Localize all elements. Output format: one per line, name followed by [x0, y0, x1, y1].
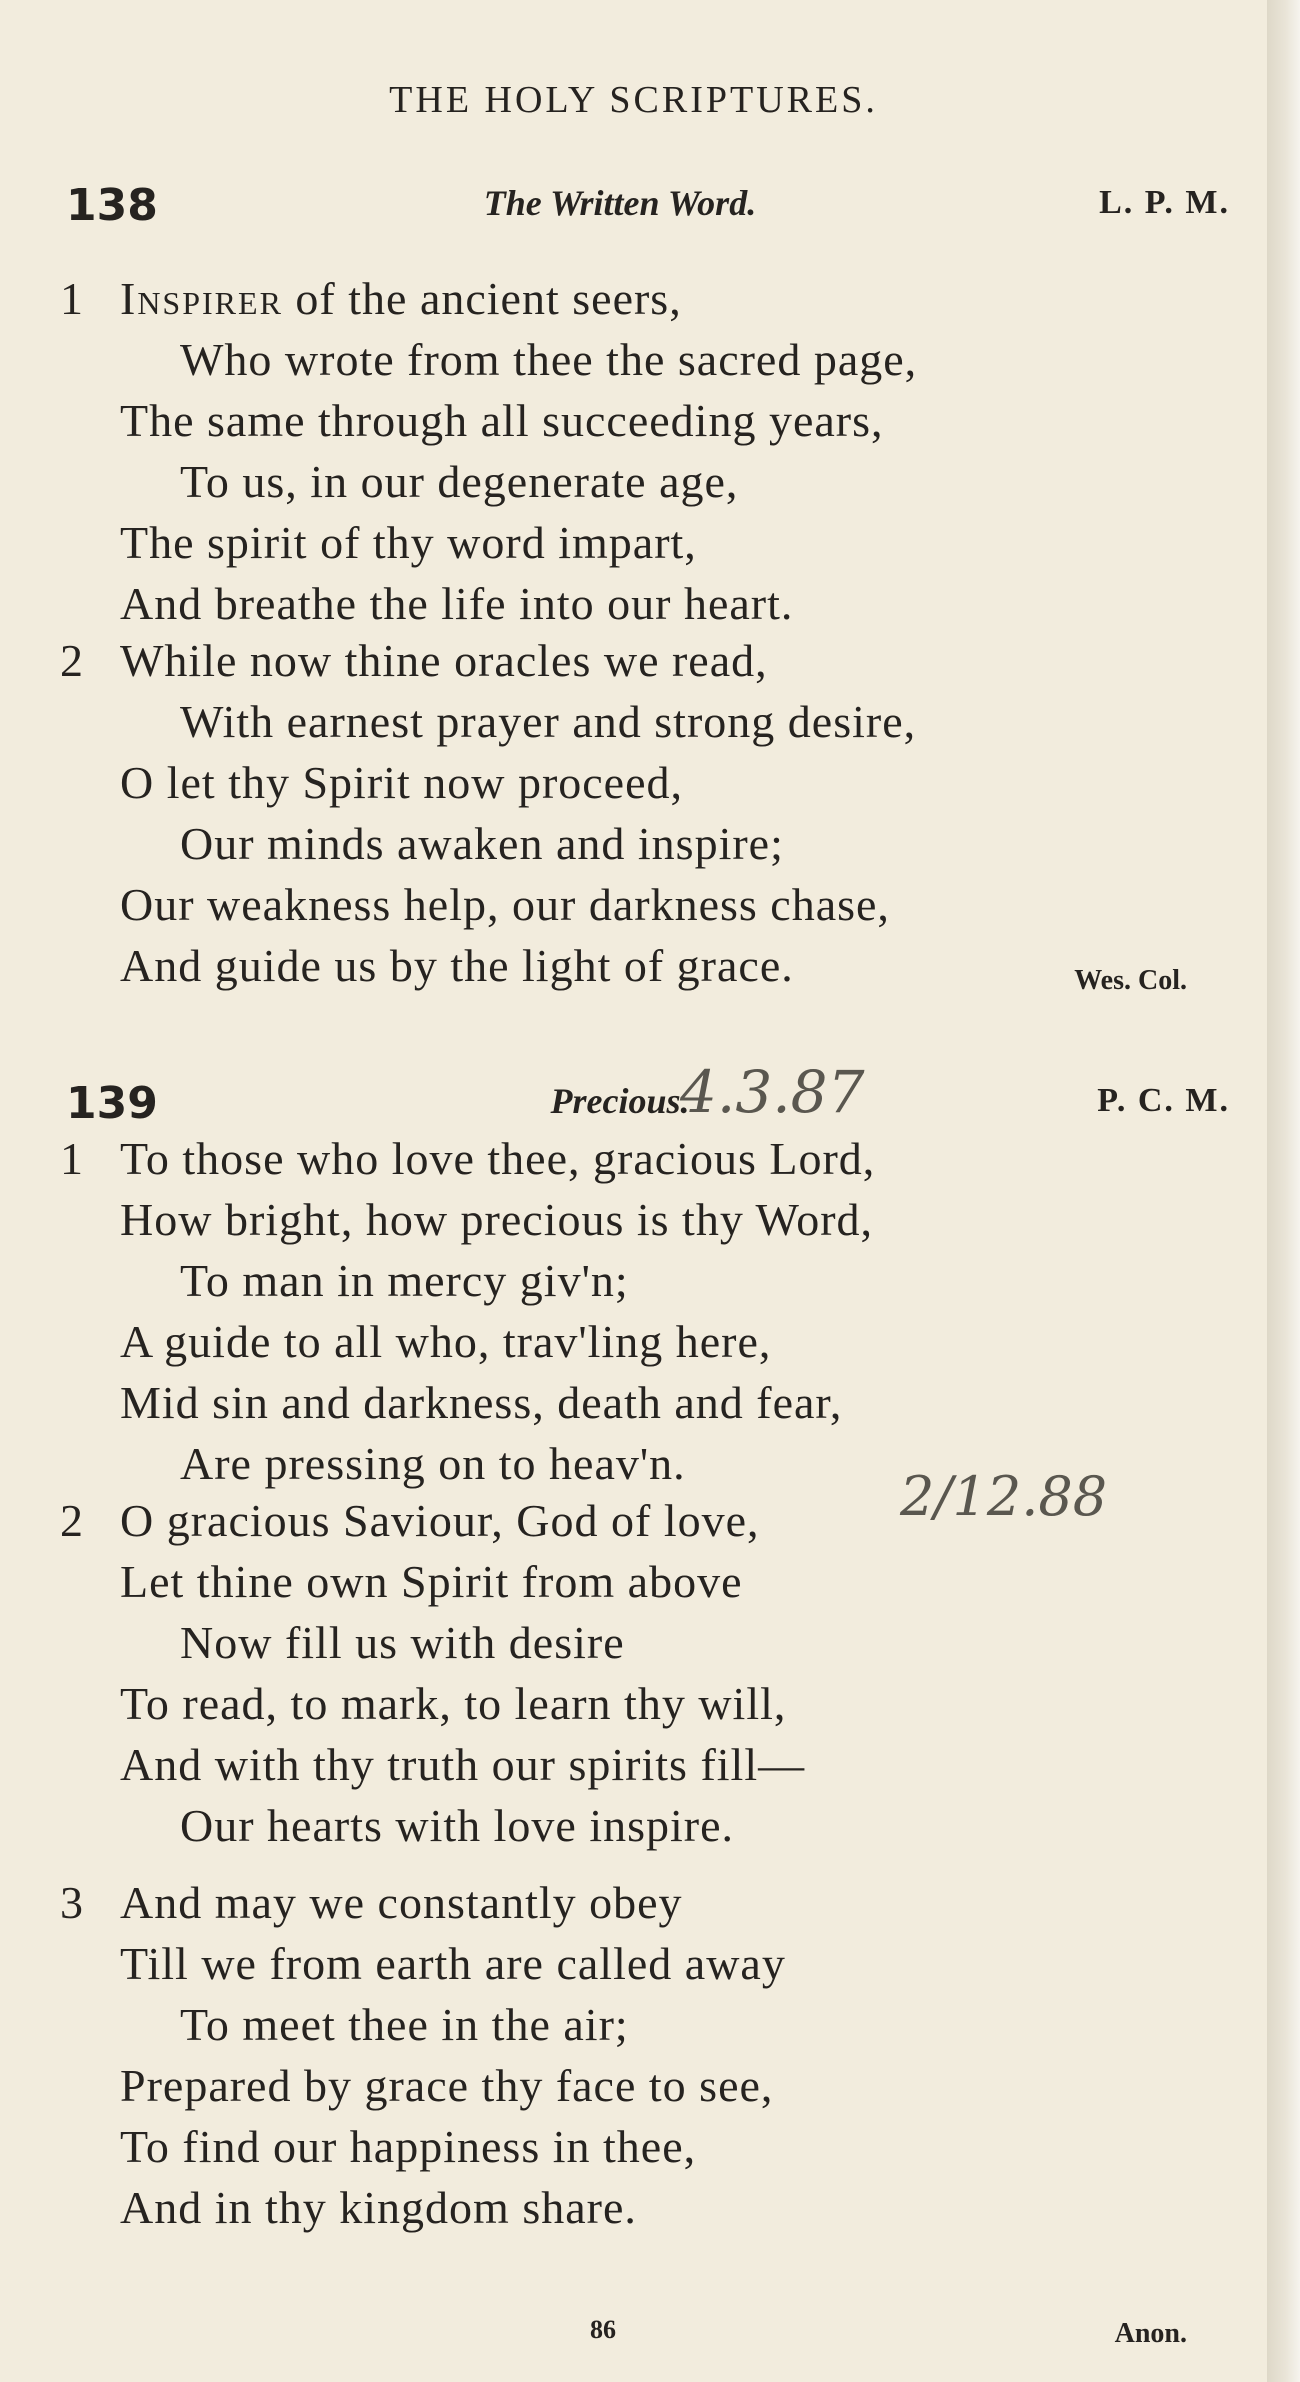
- page-edge: [1267, 0, 1300, 2382]
- first-line: While now thine oracles we read,: [120, 635, 768, 686]
- stanza-number: 3: [60, 1877, 84, 1928]
- hymn-139-stanza-3: [60, 1872, 1200, 2238]
- stanza-line: [60, 1872, 1200, 1933]
- stanza-line: To read, to mark, to learn thy will,: [120, 1678, 787, 1729]
- running-head: THE HOLY SCRIPTURES.: [389, 79, 878, 121]
- author-credit: Anon.: [1114, 2318, 1187, 2349]
- stanza-line: Our weakness help, our darkness chase,: [120, 879, 890, 930]
- first-word: Inspirer: [120, 273, 283, 324]
- stanza-line: And in thy kingdom share.: [120, 2182, 637, 2233]
- handwritten-note: 4.3.87: [680, 1058, 865, 1126]
- hymn-title: The Written Word.: [483, 183, 757, 223]
- hymn-title: Precious.: [550, 1081, 690, 1121]
- page-number: 86: [590, 2315, 616, 2344]
- stanza-number: 2: [60, 1495, 84, 1546]
- author-credit: Wes. Col.: [1074, 965, 1187, 996]
- stanza-number: 1: [60, 1133, 84, 1184]
- stanza-line: [60, 268, 1200, 329]
- stanza-line: Mid sin and darkness, death and fear,: [120, 1377, 843, 1428]
- stanza-line: [60, 630, 1200, 691]
- stanza-line: Who wrote from thee the sacred page,: [180, 334, 918, 385]
- hymn-139-stanza-2: [60, 1490, 1200, 1856]
- stanza-line: Let thine own Spirit from above: [120, 1556, 743, 1607]
- stanza-line: Now fill us with desire: [180, 1617, 625, 1668]
- stanza-line: The spirit of thy word impart,: [120, 517, 697, 568]
- hymn-139-stanza-1: [60, 1128, 1200, 1494]
- hymn-138-stanza-1: [60, 268, 1200, 634]
- stanza-line: With earnest prayer and strong desire,: [180, 696, 917, 747]
- hymn-meter: P. C. M.: [1097, 1082, 1230, 1119]
- stanza-line: Prepared by grace thy face to see,: [120, 2060, 774, 2111]
- stanza-line: How bright, how precious is thy Word,: [120, 1194, 874, 1245]
- stanza-line: To man in mercy giv'n;: [180, 1255, 629, 1306]
- stanza-line: To meet thee in the air;: [180, 1999, 629, 2050]
- hymn-138-header: [60, 180, 1230, 240]
- hymn-number: 138: [66, 180, 158, 231]
- stanza-line: And guide us by the light of grace.: [120, 940, 794, 991]
- first-line-rest: of the ancient seers,: [295, 273, 682, 324]
- stanza-line: O let thy Spirit now proceed,: [120, 757, 684, 808]
- first-line: To those who love thee, gracious Lord,: [120, 1133, 876, 1184]
- hymn-meter: L. P. M.: [1099, 184, 1230, 221]
- stanza-line: To find our happiness in thee,: [120, 2121, 697, 2172]
- stanza-line: And with thy truth our spirits fill—: [120, 1739, 806, 1790]
- stanza-number: 1: [60, 273, 84, 324]
- stanza-line: [60, 1128, 1200, 1189]
- first-line: And may we constantly obey: [120, 1877, 683, 1928]
- stanza-line: And breathe the life into our heart.: [120, 578, 794, 629]
- stanza-number: 2: [60, 635, 84, 686]
- stanza-line: The same through all succeeding years,: [120, 395, 884, 446]
- hymn-138-stanza-2: [60, 630, 1200, 996]
- stanza-line: Our hearts with love inspire.: [180, 1800, 735, 1851]
- handwritten-note: 2/12.88: [900, 1465, 1108, 1528]
- stanza-line: [60, 1490, 1200, 1551]
- stanza-line: Till we from earth are called away: [120, 1938, 786, 1989]
- stanza-line: To us, in our degenerate age,: [180, 456, 739, 507]
- hymn-number: 139: [66, 1078, 158, 1129]
- first-line: O gracious Saviour, God of love,: [120, 1495, 760, 1546]
- stanza-line: Are pressing on to heav'n.: [180, 1438, 686, 1489]
- stanza-line: Our minds awaken and inspire;: [180, 818, 784, 869]
- stanza-line: A guide to all who, trav'ling here,: [120, 1316, 772, 1367]
